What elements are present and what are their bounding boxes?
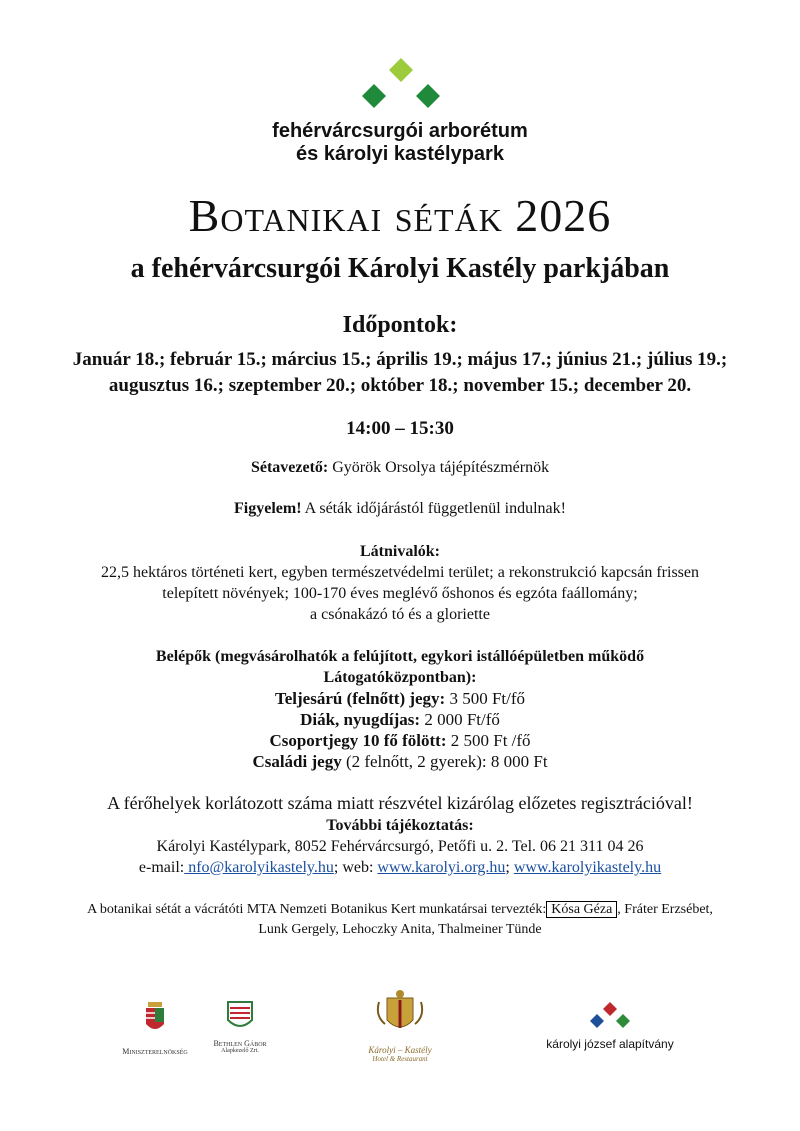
contact-section — [20, 815, 780, 878]
logo-line-1: fehérvárcsurgói arborétum — [272, 120, 528, 142]
tickets-heading: Belépők (megvásárolhatók a felújított, egykori istállóépületben működő — [155, 648, 645, 665]
logo-caption: Bethlen Gábor — [213, 1039, 267, 1048]
boxed-name: Kósa Géza — [546, 901, 617, 918]
karolyi-kastely-hotel-logo — [355, 988, 445, 1063]
ticket-item: Diák, nyugdíjas: 2 000 Ft/fő — [300, 710, 500, 729]
contact-address: Károlyi Kastélypark, 8052 Fehérvárcsurgó, Petőfi u. 2. Tel. 06 21 311 04 26 — [156, 838, 644, 855]
logo-line-2: és károlyi kastélypark — [296, 143, 504, 165]
email-link[interactable]: nfo@karolyikastely.hu — [184, 859, 334, 876]
guide-info — [0, 459, 800, 477]
sights-line: telepített növények; 100-170 éves meglévő őshonos és egzóta faállomány; — [162, 585, 638, 602]
bethlen-gabor-logo — [210, 1000, 270, 1054]
sights-section — [20, 541, 780, 625]
registration-notice: A férőhelyek korlátozott száma miatt részvétel kizárólag előzetes regisztrációval! — [107, 793, 693, 813]
hotel-crest-icon — [355, 988, 445, 1040]
foundation-diamonds-icon — [535, 1000, 685, 1032]
sights-line: 22,5 hektáros történeti kert, egyben természetvédelmi terület; a rekonstrukció kapcsán frissen — [100, 564, 699, 581]
logo-caption: Hotel & Restaurant — [372, 1055, 428, 1063]
contact-links: e-mail: nfo@karolyikastely.hu; web: www.karolyi.org.hu; www.karolyikastely.hu — [138, 859, 662, 876]
warning-value: A séták időjárástól függetlenül indulnak! — [301, 500, 566, 517]
dates-list: Január 18.; február 15.; március 15.; április 19.; május 17.; június 21.; július 19.; augusztus 16.; szeptember 20.; október 18.; november 15.; december 20. — [72, 349, 728, 396]
tickets-section — [20, 646, 780, 772]
guide-label: Sétavezető: — [250, 459, 329, 476]
page-subtitle: a fehérvárcsurgói Károlyi Kastély parkjában — [130, 253, 670, 284]
logo-caption: Miniszterelnökség — [122, 1047, 188, 1056]
sights-line: a csónakázó tó és a gloriette — [310, 606, 490, 623]
walk-time: 14:00 – 15:30 — [346, 418, 454, 439]
page-title: Botanikai séták 2026 — [188, 190, 612, 241]
web-link-karolyikastely[interactable]: www.karolyikastely.hu — [513, 859, 662, 876]
web-link-karolyi-org[interactable]: www.karolyi.org.hu — [377, 859, 506, 876]
karolyi-jozsef-alapitvany-logo — [535, 1000, 685, 1051]
arboretum-logo-icon — [360, 58, 442, 110]
coat-of-arms-icon — [110, 1000, 200, 1042]
credits: A botanikai sétát a vácrátóti MTA Nemzeti Botanikus Kert munkatársai tervezték: Kósa Géza , Fráter Erzsébet, Lunk Gergely, Lehoczky Anita, Thalmeiner Tünde — [87, 902, 713, 937]
ticket-item: Csoportjegy 10 fő fölött: 2 500 Ft /fő — [269, 731, 531, 750]
sights-heading: Látnivalók: — [359, 543, 440, 560]
logo-caption: Alapkezelő Zrt. — [221, 1048, 259, 1054]
bethlen-shield-icon — [210, 1000, 270, 1034]
ticket-item: Családi jegy (2 felnőtt, 2 gyerek): 8 000 Ft — [252, 752, 548, 771]
contact-heading: További tájékoztatás: — [326, 817, 474, 834]
ticket-item: Teljesárú (felnőtt) jegy: 3 500 Ft/fő — [274, 689, 526, 708]
warning-label: Figyelem! — [234, 500, 302, 517]
logo-caption: Károlyi – Kastély — [368, 1045, 432, 1055]
guide-value: Györök Orsolya tájépítészmérnök — [328, 459, 550, 476]
miniszterelnokseg-logo — [110, 1000, 200, 1056]
dates-heading: Időpontok: — [342, 312, 458, 338]
logo-caption: károlyi józsef alapítvány — [546, 1037, 674, 1051]
tickets-heading: Látogatóközpontban): — [323, 669, 477, 686]
weather-warning — [0, 500, 800, 518]
